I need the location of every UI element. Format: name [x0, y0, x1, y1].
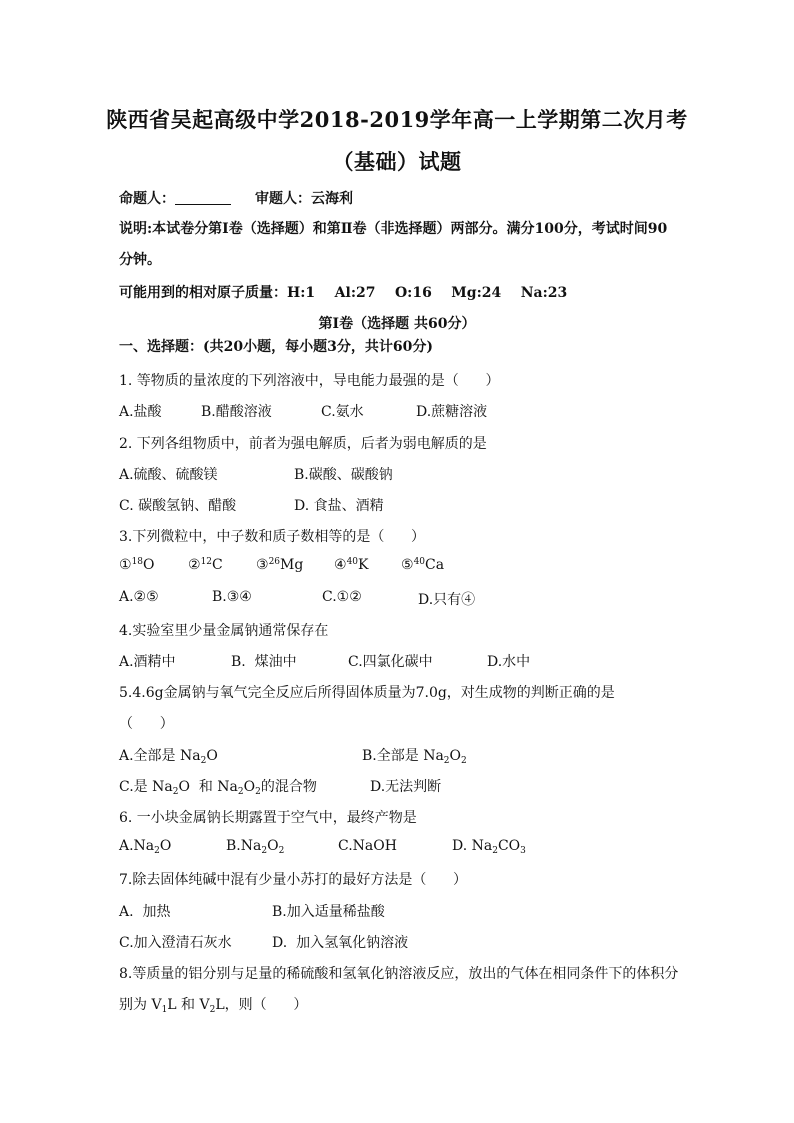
question-5-stem-line2: （ ）	[119, 716, 174, 732]
q3-item-3: ③$^{26}$Mg	[256, 557, 304, 573]
author-line	[119, 188, 353, 208]
q4-option-a: A.酒精中	[119, 654, 176, 670]
q3-item-4: ④$^{40}$K	[334, 557, 369, 573]
q7-option-d: D. 加入氢氧化钠溶液	[272, 935, 409, 951]
section-heading: 一、选择题：(共20小题，每小题3分，共计60分)	[119, 339, 433, 355]
question-3-stem: 3.下列微粒中，中子数和质子数相等的是（ ）	[119, 529, 426, 545]
question-8-stem-line1: 8.等质量的铝分别与足量的稀硫酸和氢氧化钠溶液反应，放出的气体在相同条件下的体积分	[119, 966, 679, 982]
q5-option-a: A.全部是 $Na_2O$	[119, 748, 218, 766]
q1-option-c: C.氨水	[321, 404, 364, 420]
q7-option-a: A. 加热	[119, 904, 171, 920]
q6-option-d: D. $Na_2CO_3$	[452, 838, 526, 856]
part-title: 第Ⅰ卷（选择题 共60分）	[318, 316, 476, 332]
q6-option-a: $A.Na_2O$	[119, 838, 172, 856]
q5-option-d: D.无法判断	[370, 779, 442, 795]
q1-option-d: D.蔗糖溶液	[416, 404, 488, 420]
instructions-line2: 分钟。	[119, 252, 161, 268]
question-8-stem-line2: 别为 $V_1L$ 和 $V_2L$，则（ ）	[119, 997, 308, 1015]
q3-item-5: ⑤$^{40}$Ca	[401, 557, 445, 573]
question-5-stem-line1: 5.4.6g金属钠与氧气完全反应后所得固体质量为7.0g，对生成物的判断正确的是	[119, 685, 615, 701]
question-2-stem: 2. 下列各组物质中，前者为强电解质，后者为弱电解质的是	[119, 436, 487, 452]
q6-option-c: C.NaOH	[338, 838, 397, 854]
q3-option-d: D.只有④	[418, 592, 476, 608]
q4-option-c: C.四氯化碳中	[348, 654, 433, 670]
question-6-stem: 6. 一小块金属钠长期露置于空气中，最终产物是	[119, 810, 417, 826]
exam-title-line1: 陕西省吴起高级中学2018-2019学年高一上学期第二次月考	[106, 107, 688, 132]
author-blank	[175, 204, 231, 205]
q1-option-b: B.醋酸溶液	[201, 404, 272, 420]
q3-option-a: A.②⑤	[119, 589, 159, 605]
q4-option-b: B. 煤油中	[231, 654, 297, 670]
atomic-mass-line: 可能用到的相对原子质量：H:1 Al:27 O:16 Mg:24 Na:23	[119, 285, 568, 301]
q7-option-b: B.加入适量稀盐酸	[272, 904, 385, 920]
q6-option-b: $B.Na_2O_2$	[226, 838, 285, 856]
q2-option-b: B.碳酸、碳酸钠	[294, 467, 393, 483]
q4-option-d: D.水中	[487, 654, 531, 670]
q3-item-2: ②$^{12}$C	[188, 557, 223, 573]
q7-option-c: C.加入澄清石灰水	[119, 935, 232, 951]
q2-option-d: D. 食盐、酒精	[294, 498, 384, 514]
q2-option-a: A.硫酸、硫酸镁	[119, 467, 218, 483]
q3-item-1: ①$^{18}$O	[119, 557, 155, 573]
q3-option-b: B.③④	[212, 589, 252, 605]
q5-option-b: B.全部是 $Na_2O_2$	[362, 748, 467, 766]
author-label: 命题人：	[119, 191, 175, 207]
question-4-stem: 4.实验室里少量金属钠通常保存在	[119, 623, 329, 639]
q3-option-c: C.①②	[322, 589, 362, 605]
question-7-stem: 7.除去固体纯碱中混有少量小苏打的最好方法是（ ）	[119, 872, 468, 888]
q5-option-c: C.是 $Na_2O$ 和 $Na_2O_2$的混合物	[119, 779, 317, 797]
question-1-stem: 1. 等物质的量浓度的下列溶液中，导电能力最强的是（ ）	[119, 373, 500, 389]
reviewer-label: 审题人：云海利	[255, 191, 353, 207]
q2-option-c: C. 碳酸氢钠、醋酸	[119, 498, 237, 514]
q1-option-a: A.盐酸	[119, 404, 162, 420]
exam-title-line2: （基础）试题	[332, 149, 462, 174]
instructions-line1: 说明:本试卷分第Ⅰ卷（选择题）和第Ⅱ卷（非选择题）两部分。满分100分，考试时间90	[119, 221, 668, 237]
